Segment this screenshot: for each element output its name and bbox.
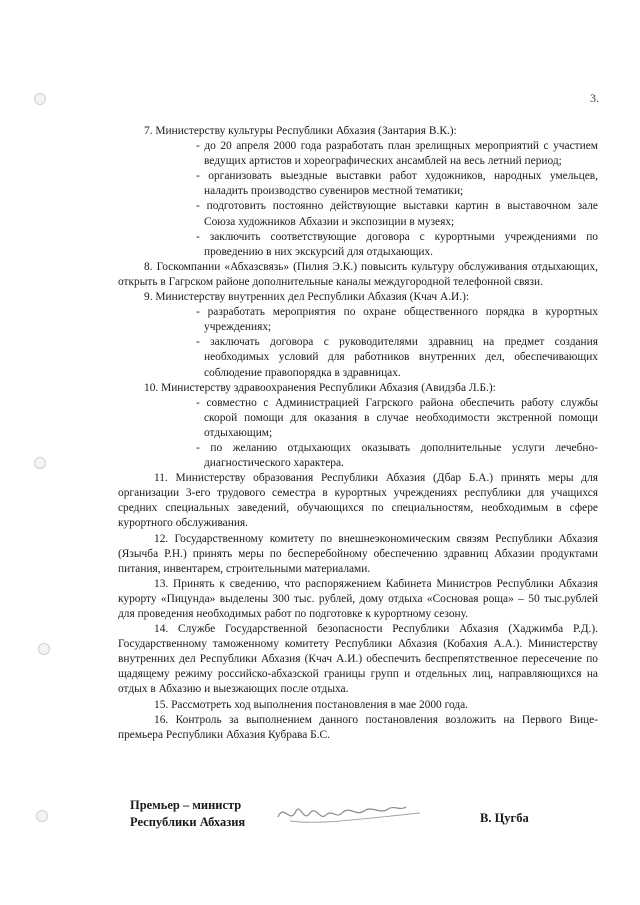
signatory-title	[130, 797, 245, 831]
punch-hole-mark	[34, 457, 46, 469]
list-item: - до 20 апреля 2000 года разработать план зрелищных мероприятий с участием ведущих артистов и хореографических ансамблей на весь летний период;	[118, 139, 598, 169]
paragraph: 16. Контроль за выполнением данного постановления возложить на Первого Вице-премьера Республики Абхазия Кубрава Б.С.	[118, 713, 598, 741]
list-item: - совместно с Администрацией Гагрского района обеспечить работу службы скорой помощи для оказания в случае необходимости экстренной помощи отдыхающим;	[118, 396, 598, 441]
paragraph: 12. Государственному комитету по внешнеэкономическим связям Республики Абхазия (Язычба Р.Н.) принять меры по бесперебойному обеспечению здравниц Абхазии продуктами питания, инвентарем, строительными материалами.	[118, 532, 598, 575]
list-item: - разработать мероприятия по охране общественного порядка в курортных учреждениях;	[118, 305, 598, 335]
bullet-list	[118, 396, 598, 471]
paragraph: 9. Министерству внутренних дел Республики Абхазия (Кчач А.И.):	[144, 291, 470, 304]
list-item: - по желанию отдыхающих оказывать дополнительные услуги лечебно-диагностического характера.	[118, 441, 598, 471]
paragraph: 8. Госкомпании «Абхазсвязь» (Пилия Э.К.) повысить культуру обслуживания отдыхающих, открыть в Гагрском районе дополнительные каналы междугородной телефонной связи.	[118, 260, 598, 288]
paragraph: 7. Министерству культуры Республики Абхазия (Зантария В.К.):	[144, 125, 457, 137]
bullet-list	[118, 139, 598, 260]
list-item: - заключить соответствующие договора с курортными учреждениями по проведению в них экскурсий для отдыхающих.	[118, 230, 598, 260]
paragraph: 13. Принять к сведению, что распоряжением Кабинета Министров Республики Абхазия курорту «Пицунда» выделены 300 тыс. рублей, дому отдыха «Сосновая роща» – 50 тыс.рублей для проведения необходимых работ по подготовке к курортному сезону.	[118, 577, 598, 620]
bullet-list	[118, 305, 598, 380]
signatory-name: В. Цугба	[480, 811, 529, 825]
list-item: - организовать выездные выставки работ художников, народных умельцев, наладить производство сувениров местной тематики;	[118, 169, 598, 199]
paragraph: 15. Рассмотреть ход выполнения постановления в мае 2000 года.	[154, 698, 469, 711]
list-item: - подготовить постоянно действующие выставки картин в выставочном зале Союза художников Абхазии и экспозиции в музеях;	[118, 199, 598, 229]
paragraph: 14. Службе Государственной безопасности Республики Абхазия (Хаджимба Р.Д.). Государственному таможенному комитету Республики Абхазия (Кобахия А.А.). Министерству внутренних дел Республики Абхазия (Кчач А.И.) обеспечить беспрепятственное пересечение по щадящему режиму российско-абхазской границы групп и отдельных лиц, направляющихся на отдых в Абхазию и выезжающих после отдыха.	[118, 623, 598, 696]
page-number: 3.	[590, 91, 599, 105]
signatory-title-line-2: Республики Абхазия	[130, 815, 246, 829]
handwritten-signature	[270, 795, 440, 835]
paragraph: 11. Министерству образования Республики Абхазия (Дбар Б.А.) принять меры для организации 3-его трудового семестра в курортных учреждениях республики для учащихся средних специальных заведений, обучающихся по специальностям, необходимым в сфере курортного обслуживания.	[118, 472, 598, 530]
decree-body	[118, 124, 598, 743]
signatory-title-line-1: Премьер – министр	[130, 798, 242, 812]
list-item: - заключать договора с руководителями здравниц на предмет создания необходимых условий для работников внутренних дел, обеспечивающих соблюдение правопорядка в здравницах.	[118, 335, 598, 380]
punch-hole-mark	[38, 643, 50, 655]
punch-hole-mark	[34, 93, 46, 105]
paragraph: 10. Министерству здравоохранения Республики Абхазия (Авидзба Л.Б.):	[144, 381, 496, 394]
punch-hole-mark	[36, 810, 48, 822]
